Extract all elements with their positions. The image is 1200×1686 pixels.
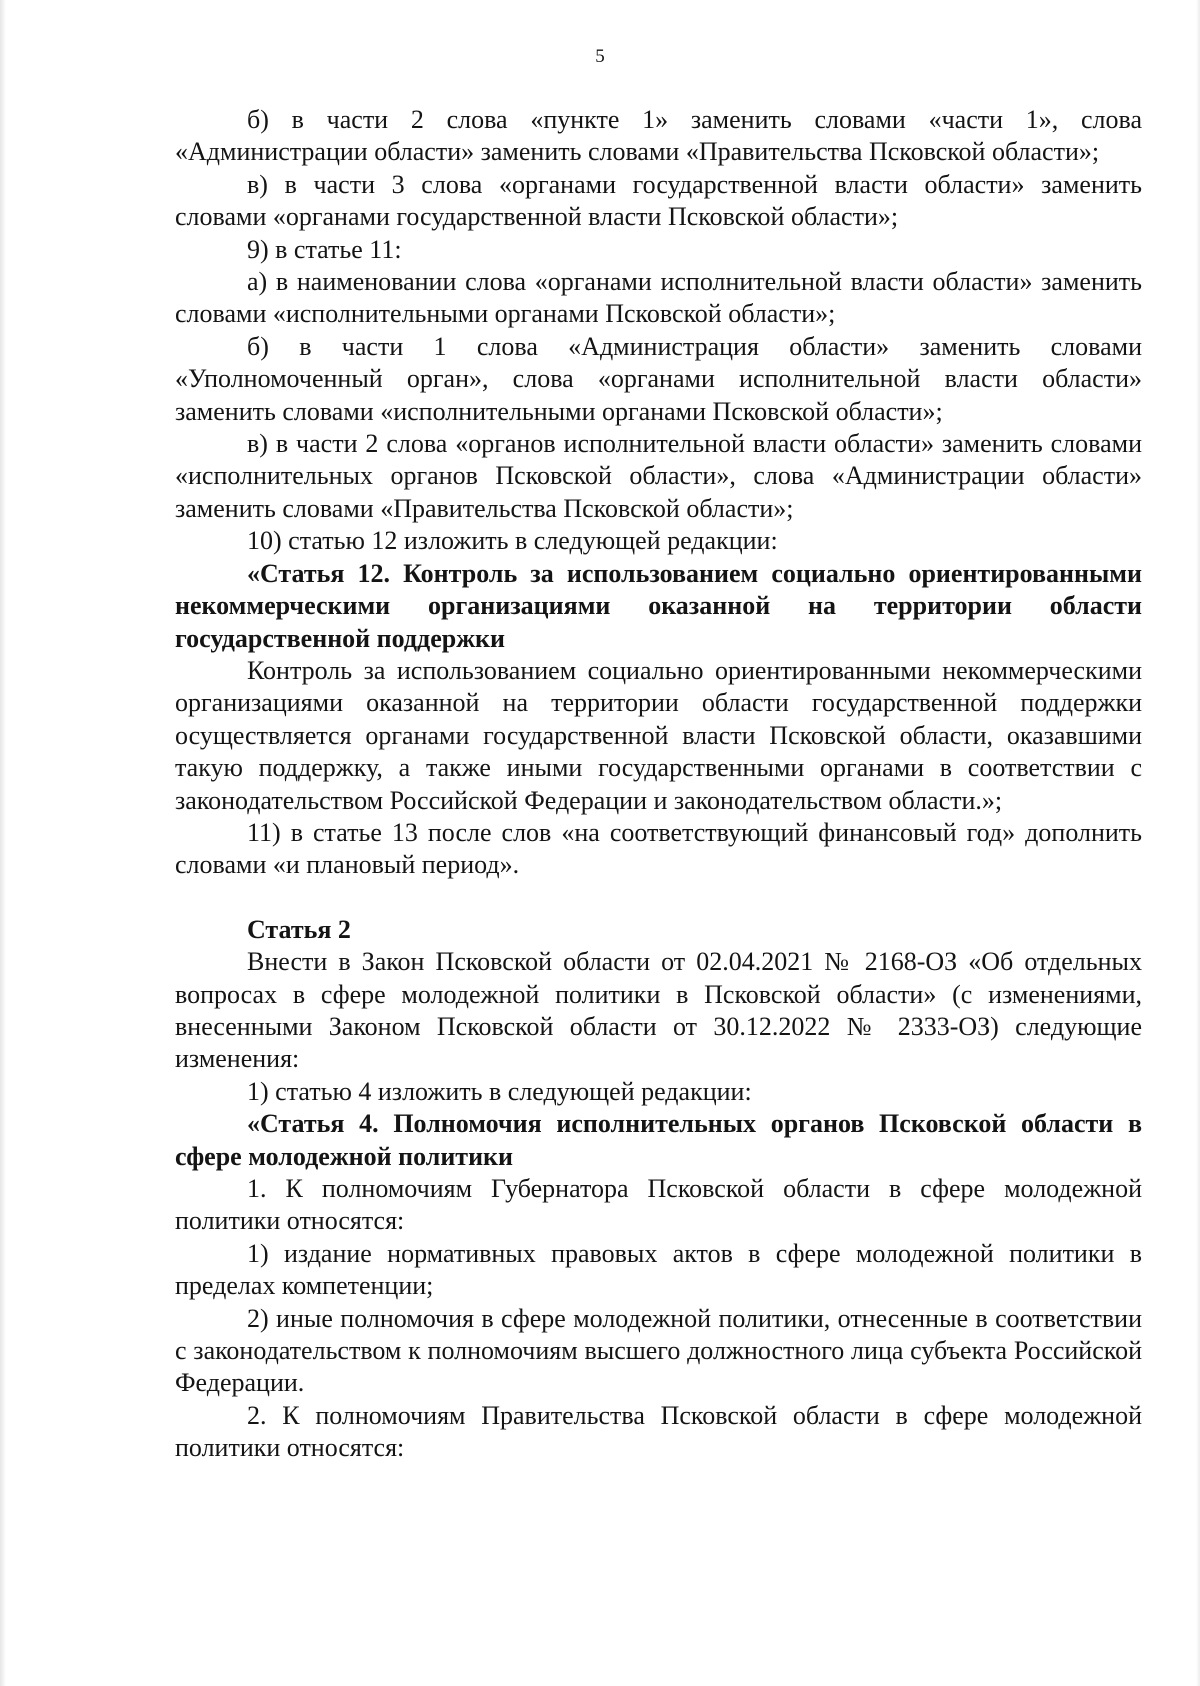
paragraph: 1) статью 4 изложить в следующей редакции: (247, 1076, 752, 1106)
article-heading: «Статья 12. Контроль за использованием социально ориентированными некоммерческими организациями оказанной на территории области государственной поддержки (175, 558, 1142, 653)
paragraph: 1. К полномочиям Губернатора Псковской области в сфере молодежной политики относятся: (175, 1174, 1142, 1236)
paragraph: б) в части 1 слова «Администрация области» заменить словами «Уполномоченный орган», слова «органами исполнительной власти области» заменить словами «исполнительными органами Псковской области»; (175, 331, 1142, 426)
paragraph: 2. К полномочиям Правительства Псковской области в сфере молодежной политики относятся: (175, 1400, 1142, 1463)
paragraph: а) в наименовании слова «органами исполнительной власти области» заменить словами «исполнительными органами Псковской области»; (175, 267, 1142, 329)
scan-edge-right (1196, 0, 1200, 1686)
paragraph: 10) статью 12 изложить в следующей редакции: (247, 526, 778, 556)
page-number: 5 (595, 46, 605, 67)
paragraph: в) в части 2 слова «органов исполнительной власти области» заменить словами «исполнительных органов Псковской области», слова «Администрации области» заменить словами «Правительства Псковской области»; (175, 429, 1142, 523)
paragraph: в) в части 3 слова «органами государственной власти области» заменить словами «органами государственной власти Псковской области»; (175, 169, 1142, 232)
article-title: Статья 2 (247, 914, 351, 944)
article-heading: «Статья 4. Полномочия исполнительных органов Псковской области в сфере молодежной политики (175, 1109, 1142, 1171)
paragraph: 2) иные полномочия в сфере молодежной политики, отнесенные в соответствии с законодательством к полномочиям высшего должностного лица субъекта Российской Федерации. (175, 1303, 1142, 1398)
document-body (175, 104, 1142, 1465)
paragraph: 9) в статье 11: (247, 234, 402, 264)
paragraph: б) в части 2 слова «пункте 1» заменить словами «части 1», слова «Администрации области» заменить словами «Правительства Псковской области»; (175, 105, 1142, 167)
scan-edge-left (0, 0, 6, 1686)
paragraph: Внести в Закон Псковской области от 02.04.2021 № 2168-ОЗ «Об отдельных вопросах в сфере молодежной политики в Псковской области» (с изменениями, внесенными Законом Псковской области от 30.12.2022 № 2333-ОЗ) следующие изменения: (175, 947, 1142, 1074)
paragraph: 1) издание нормативных правовых актов в сфере молодежной политики в пределах компетенции; (175, 1238, 1142, 1301)
paragraph: 11) в статье 13 после слов «на соответствующий финансовый год» дополнить словами «и плановый период». (175, 817, 1142, 880)
paragraph: Контроль за использованием социально ориентированными некоммерческими организациями оказанной на территории области государственной поддержки осуществляется органами государственной власти Псковской области, оказавшими такую поддержку, а также иными государственными органами в соответствии с законодательством Российской Федерации и законодательством области.»; (175, 655, 1142, 815)
